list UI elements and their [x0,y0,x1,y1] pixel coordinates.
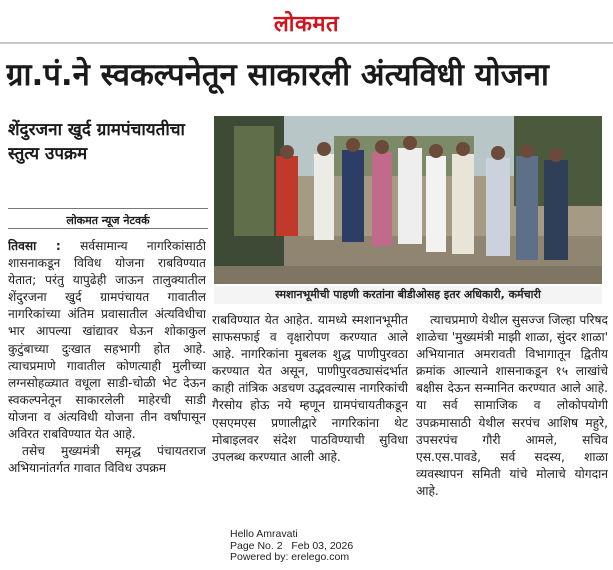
footer-page-number: Page No. 2 [230,539,283,552]
footer-date: Feb 03, 2026 [291,539,354,552]
article-paragraph: त्याचप्रमाणे येथील सुसज्ज जिल्हा परिषद शाळेचा 'मुख्यमंत्री माझी शाळा, सुंदर शाळा' अभियानात अमरावती विभागातून द्वितीय क्रमांक आल्याने शासनाकडून १५ लाखांचे बक्षीस देऊन सन्मानित करण्यात आले आहे. या सर्व सामाजिक व लोकोपयोगी उपक्रमासाठी येथील सरपंच आशिष महुरे, उपसरपंच गौरी आमले, सचिव एस.एस.पावडे, सर्व सदस्य, शाळा व्यवस्थापन समिती यांचे मोलाचे योगदान आहे. [416,313,608,498]
subheadline: शेंदुरजना खुर्द ग्रामपंचायतीचा स्तुत्य उपक्रम [8,120,185,164]
byline [8,208,208,227]
masthead-logo [0,8,613,36]
headline: ग्रा.पं.ने स्वकल्पनेतून साकारली अंत्यविधी योजना [6,57,549,93]
article-paragraph: तसेच मुख्यमंत्री समृद्ध पंचायतराज अभियानांतर्गत गावात विविध उपक्रम [8,444,206,476]
article-paragraph [8,238,206,443]
footer-powered-by: Powered by: erelego.com [230,551,350,563]
column-1-text: सर्वसामान्य नागरिकांसाठी शासनाकडून विविध योजना राबविण्यात येतात; परंतु यापुढेही जाऊन तालुक्यातील शेंदुरजना खुर्द ग्रामपंचायत गावातील नागरिकांच्या अंतिम प्रवासातील अंत्यविधीचा भार आपल्या खांद्यावर घेऊन शोकाकुल कुटुंबाच्या दुःखात सहभागी होत आहे. त्याचप्रमाणे गावातील कोणत्याही मुलीच्या लग्नसोहळ्यात वधूला साडी-चोळी भेट देऊन स्वकल्पनेतून साकारलेली माहेरची साडी योजना व अंत्यविधी योजना तीन वर्षांपासून अविरत राबविण्यात येत आहे. [8,239,206,442]
footer-edition: Hello Amravati [230,528,298,540]
article-column-3 [416,312,608,524]
masthead-text: लोकमत [273,12,340,37]
photo-illustration [214,116,602,284]
page-footer [230,529,390,564]
article-column-2 [212,312,408,524]
dateline: तिवसा : [8,239,61,253]
masthead-divider [0,42,613,44]
article-paragraph: राबविण्यात येत आहेत. यामध्ये स्मशानभूमीत साफसफाई व वृक्षारोपण करण्यात आले आहे. नागरिकांना मुबलक शुद्ध पाणीपुरवठा करण्यात येत असून, पाणीपुरवठ्यासंदर्भात काही तांत्रिक अडचण उद्भवल्यास नागरिकांची गैरसोय होऊ नये म्हणून ग्रामपंचायतीकडून एसएमएस प्रणालीद्वारे नागरिकांना थेट मोबाइलवर संदेश पाठविण्याची सुविधा उपलब्ध करण्यात आली आहे. [212,313,408,464]
news-photo [214,116,602,284]
byline-text: लोकमत न्यूज नेटवर्क [66,214,150,227]
photo-caption: स्मशानभूमीची पाहणी करतांना बीडीओसह इतर अधिकारी, कर्मचारी [214,286,602,304]
byline-divider [8,228,208,229]
article-column-1 [8,238,206,524]
